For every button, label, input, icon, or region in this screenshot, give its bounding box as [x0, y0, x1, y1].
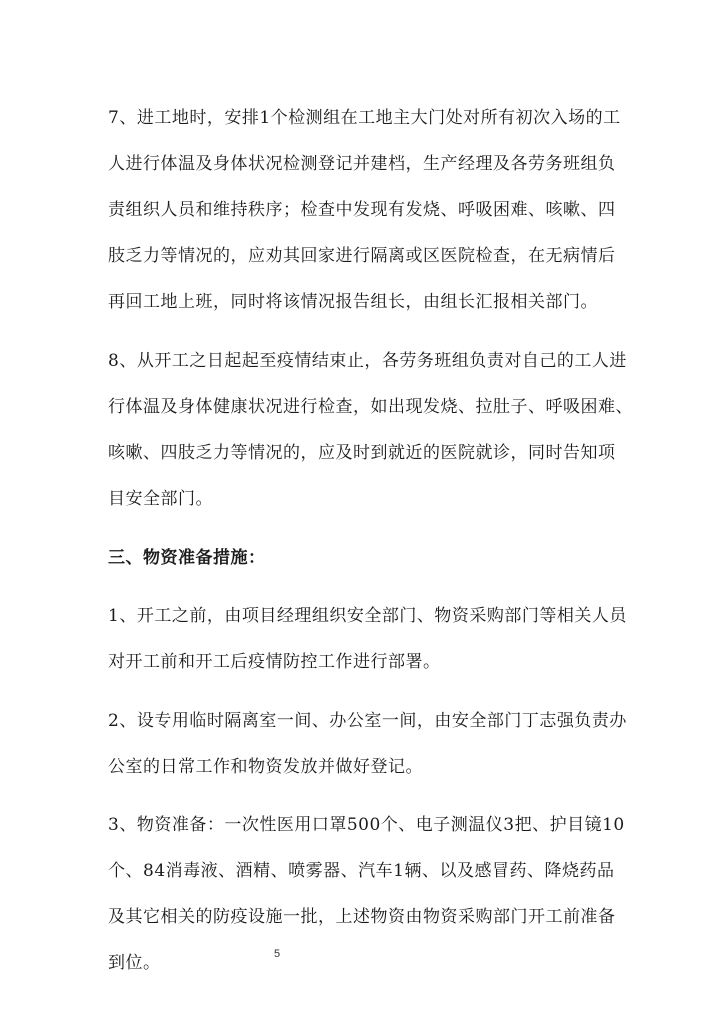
paragraph-line: 再回工地上班，同时将该情况报告组长，由组长汇报相关部门。	[108, 292, 598, 312]
paragraph-line: 目安全部门。	[108, 489, 213, 509]
paragraph-line: 人进行体温及身体状况检测登记并建档，生产经理及各劳务班组负	[108, 154, 616, 174]
section-heading: 三、物资准备措施：	[108, 548, 266, 568]
paragraph-line: 责组织人员和维持秩序；检查中发现有发烧、呼吸困难、咳嗽、四	[108, 200, 616, 220]
paragraph-line: 2、设专用临时隔离室一间、办公室一间，由安全部门丁志强负责办	[108, 711, 627, 731]
paragraph-line: 8、从开工之日起起至疫情结束止，各劳务班组负责对自己的工人进	[108, 351, 627, 371]
paragraph-line: 1、开工之前，由项目经理组织安全部门、物资采购部门等相关人员	[108, 606, 627, 626]
paragraph-line: 7、进工地时，安排1个检测组在工地主大门处对所有初次入场的工	[108, 108, 621, 128]
paragraph-line: 对开工前和开工后疫情防控工作进行部署。	[108, 652, 441, 672]
paragraph-line: 公室的日常工作和物资发放并做好登记。	[108, 757, 423, 777]
paragraph-line: 行体温及身体健康状况进行检查，如出现发烧、拉肚子、呼吸困难、	[108, 397, 633, 417]
paragraph-line: 肢乏力等情况的，应劝其回家进行隔离或区医院检查，在无病情后	[108, 246, 616, 266]
page-number: 5	[273, 948, 281, 960]
paragraph-line: 3、物资准备：一次性医用口罩500个、电子测温仪3把、护目镜10	[108, 815, 625, 835]
paragraph-line: 及其它相关的防疫设施一批，上述物资由物资采购部门开工前准备	[108, 907, 616, 927]
paragraph-line: 个、84消毒液、酒精、喷雾器、汽车1辆、以及感冒药、降烧药品	[108, 861, 615, 881]
paragraph-line: 到位。	[108, 953, 161, 973]
paragraph-line: 咳嗽、四肢乏力等情况的，应及时到就近的医院就诊，同时告知项	[108, 443, 616, 463]
